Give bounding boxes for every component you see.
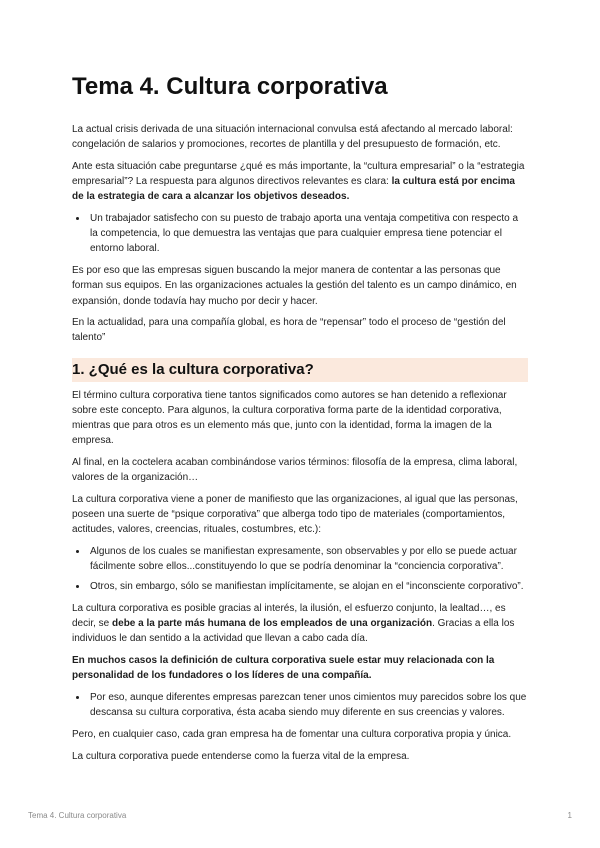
section-heading: 1. ¿Qué es la cultura corporativa? (72, 358, 528, 382)
section-paragraph-5 (72, 653, 528, 683)
section-paragraph-4-bold: debe a la parte más humana de los empleados de una organización (112, 618, 433, 630)
section-paragraph-6: Pero, en cualquier caso, cada gran empresa ha de fomentar una cultura corporativa propia y única. (72, 729, 512, 740)
intro-paragraph-1: La actual crisis derivada de una situación internacional convulsa está afectando al mercado laboral: congelación de salarios y promociones, recortes de plantilla y del presupuesto de formación, etc. (72, 124, 513, 151)
section-paragraph-1: El término cultura corporativa tiene tantos significados como autores se han detenido a reflexionar sobre este concepto. Para algunos, la cultura corporativa forma parte de la identidad corporativa, mientras que para otros es un elemento más que, junto con la identidad, forma la imagen de la empresa. (72, 389, 507, 447)
list-item: • Algunos de los cuales se manifiestan expresamente, son observables y por ello se puede actuar fácilmente sobre ellos...constituyendo lo que se podría denominar la “conciencia corporativa”. (88, 544, 528, 574)
list-item: • Un trabajador satisfecho con su puesto de trabajo aporta una ventaja competitiva con respecto a la competencia, lo que demuestra las ventajas que para cualquier empresa tiene potenciar el entorno laboral. (88, 211, 528, 257)
section-bullet-list-1 (72, 544, 528, 595)
page-number: 1 (567, 811, 572, 820)
intro-paragraph-4: En la actualidad, para una compañía global, es hora de “repensar” todo el proceso de “gestión del talento” (72, 317, 506, 344)
intro-bullet-list (72, 211, 528, 257)
document-body (72, 122, 528, 764)
page-title: Tema 4. Cultura corporativa (72, 73, 388, 100)
list-item: • Otros, sin embargo, sólo se manifiestan implícitamente, se alojan en el “inconsciente corporativo”. (88, 579, 528, 594)
section-paragraph-3: La cultura corporativa viene a poner de manifiesto que las organizaciones, al igual que las personas, poseen una suerte de “psique corporativa” que alberga todo tipo de materiales (comportamientos, actitudes, valores, creencias, rituales, costumbres, etc.): (72, 493, 518, 536)
intro-paragraph-2-bold: la cultura está por encima de la estrategia de cara a alcanzar los objetivos deseados. (72, 176, 515, 203)
section-bullet-list-2 (72, 690, 528, 720)
intro-paragraph-2 (72, 159, 528, 205)
list-item: • Por eso, aunque diferentes empresas parezcan tener unos cimientos muy parecidos sobre los que descansa su cultura corporativa, ésta acaba siendo muy diferente en sus creencias y valores. (88, 690, 528, 720)
section-paragraph-2: Al final, en la coctelera acaban combinándose varios términos: filosofía de la empresa, clima laboral, valores de la organización… (72, 456, 518, 484)
intro-paragraph-3: Es por eso que las empresas siguen buscando la mejor manera de contentar a las personas que forman sus equipos. En las organizaciones actuales la gestión del talento es un campo dinámico, en expansión, donde todavía hay mucho por decir y hacer. (72, 265, 517, 307)
page-footer (28, 811, 572, 820)
section-paragraph-7: La cultura corporativa puede entenderse como la fuerza vital de la empresa. (72, 750, 410, 762)
footer-title: Tema 4. Cultura corporativa (28, 811, 127, 820)
intro-paragraph-2-text: Ante esta situación cabe preguntarse ¿qué es más importante, la “cultura empresarial” o la “estrategia empresarial”? La respuesta para algunos directivos relevantes es clara: (72, 160, 525, 188)
section-paragraph-4-text-a: La cultura corporativa es posible gracias al interés, la ilusión, el esfuerzo conjunto, la lealtad…, es decir, se (72, 603, 506, 630)
section-paragraph-4-text-c: . Gracias a ella los individuos le dan sentido a la actividad que llevan a cabo cada día. (72, 618, 515, 645)
section-paragraph-4 (72, 601, 528, 647)
section-paragraph-5-bold: En muchos casos la definición de cultura corporativa suele estar muy relacionada con la personalidad de los fundadores o los líderes de una compañía. (72, 655, 495, 682)
